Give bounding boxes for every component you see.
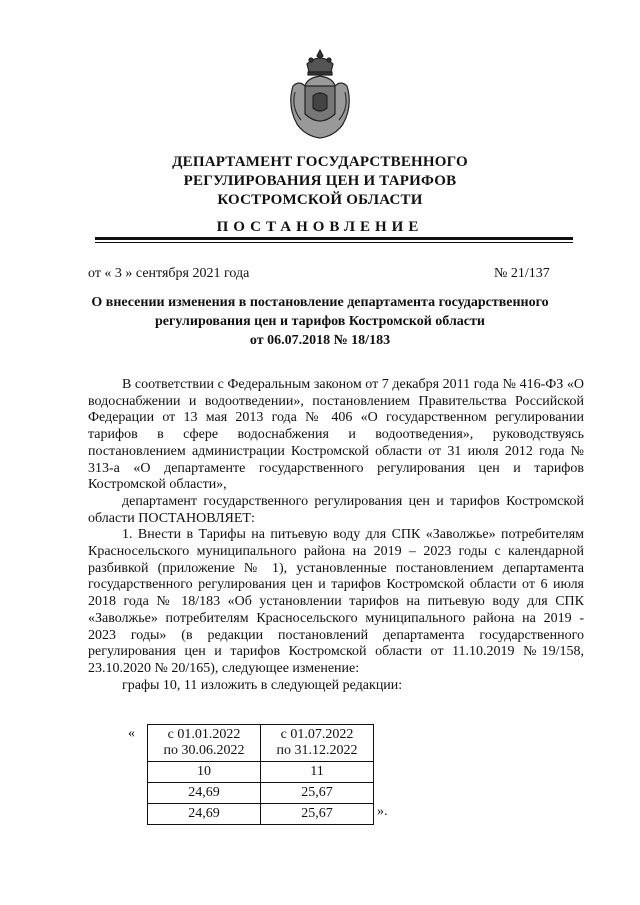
table-row xyxy=(148,725,374,762)
col2-header-from: с 01.07.2022 xyxy=(280,727,354,742)
table-cell: 25,67 xyxy=(261,783,374,804)
paragraph-preamble: В соответствии с Федеральным законом от 7 декабря 2011 года № 416-ФЗ «О водоснабжении и водоотведении», постановлением Правительства Российской Федерации от 13 мая 2013 года № 406 «О государственном регулировании тарифов в сфере водоснабжения и водоотведения», руководствуясь постановлением администрации Костромской области от 31 июля 2012 года № 313-а «О департаменте государственного регулирования цен и тарифов Костромской области», xyxy=(88,377,584,493)
subject-line-1: О внесении изменения в постановление департамента государственного xyxy=(91,295,549,310)
department-name-line-2: РЕГУЛИРОВАНИЯ ЦЕН И ТАРИФОВ xyxy=(183,173,457,189)
col1-header-from: с 01.01.2022 xyxy=(167,727,241,742)
coat-of-arms-emblem xyxy=(285,46,355,142)
table-row xyxy=(148,804,374,825)
table-header-cell xyxy=(148,725,261,762)
department-name-line-1: ДЕПАРТАМЕНТ ГОСУДАРСТВЕННОГО xyxy=(172,154,468,170)
subject-line-3: от 06.07.2018 № 18/183 xyxy=(249,333,391,348)
table-cell: 24,69 xyxy=(148,804,261,825)
table-close-quote: ». xyxy=(377,804,388,819)
paragraph-columns-note: графы 10, 11 изложить в следующей редакции: xyxy=(122,677,403,693)
header-divider-thin xyxy=(95,242,573,243)
tariff-table xyxy=(147,724,374,825)
table-open-quote: « xyxy=(128,726,135,741)
header-divider-thick xyxy=(95,237,573,240)
col2-header-to: по 31.12.2022 xyxy=(276,743,358,758)
table-cell: 10 xyxy=(148,762,261,783)
document-subject xyxy=(0,293,640,350)
paragraph-item-1: 1. Внести в Тарифы на питьевую воду для СПК «Заволжье» потребителям Красносельского муниципального района на 2019 – 2023 годы с календарной разбивкой (приложение № 1), установленные постановлением департамента государственного регулирования цен и тарифов Костромской области от 6 июля 2018 года № 18/183 «Об установлении тарифов на питьевую воду для СПК «Заволжье» потребителям Красносельского муниципального района на 2019 - 2023 годы» (в редакции постановлений департамента государственного регулирования цен и тарифов Костромской области от 11.10.2019 №19/158, 23.10.2020 № 20/165), следующее изменение: xyxy=(88,527,584,676)
table-row xyxy=(148,762,374,783)
table-header-cell xyxy=(261,725,374,762)
department-name-line-3: КОСТРОМСКОЙ ОБЛАСТИ xyxy=(217,192,423,208)
table-cell: 24,69 xyxy=(148,783,261,804)
document-body xyxy=(88,377,584,694)
paragraph-resolves: департамент государственного регулирования цен и тарифов Костромской области ПОСТАНОВЛЯЕТ: xyxy=(88,493,584,526)
col1-header-to: по 30.06.2022 xyxy=(163,743,245,758)
subject-line-2: регулирования цен и тарифов Костромской области xyxy=(155,314,485,329)
table-cell: 11 xyxy=(261,762,374,783)
table-cell: 25,67 xyxy=(261,804,374,825)
document-type-title: ПОСТАНОВЛЕНИЕ xyxy=(216,219,424,235)
document-date: от « 3 » сентября 2021 года xyxy=(88,266,250,281)
document-number: № 21/137 xyxy=(494,266,550,281)
table-row xyxy=(148,783,374,804)
